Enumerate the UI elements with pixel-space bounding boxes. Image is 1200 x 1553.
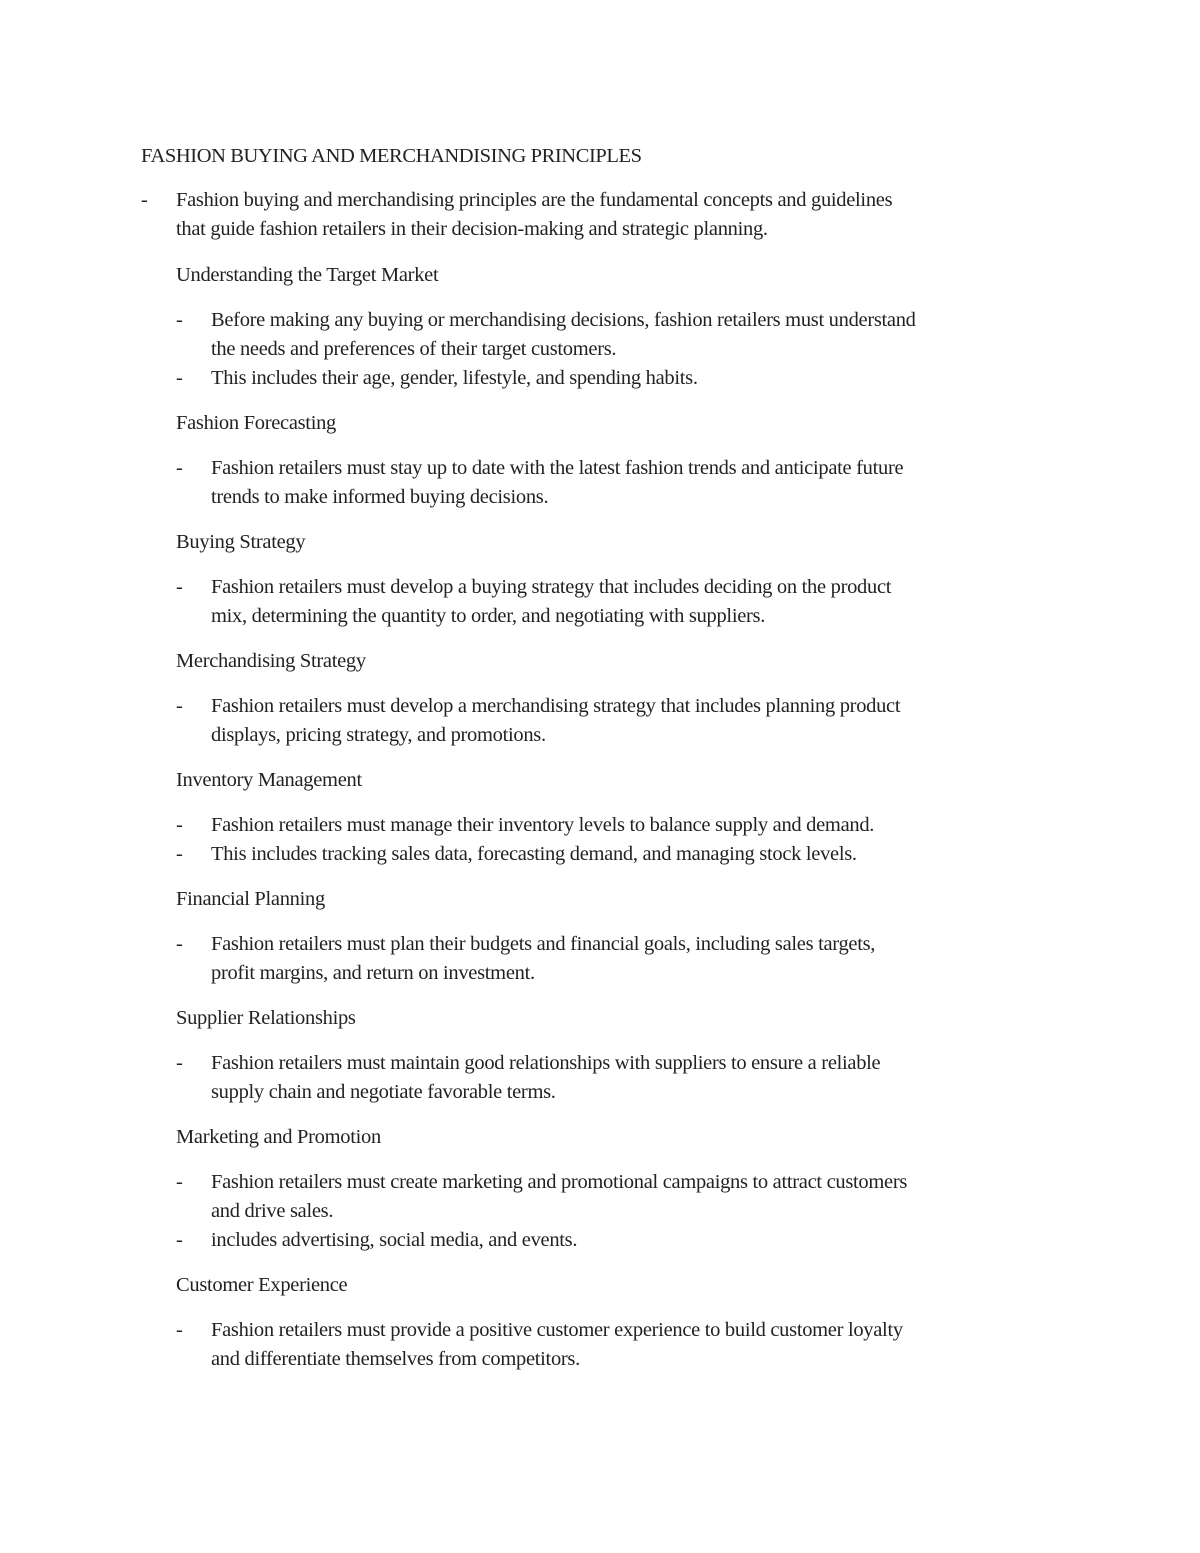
section-heading: Merchandising Strategy <box>176 650 366 672</box>
intro-line: that guide fashion retailers in their decision-making and strategic planning. <box>176 218 768 240</box>
bullet-dash: - <box>176 457 183 479</box>
section-heading: Fashion Forecasting <box>176 412 336 434</box>
list-item-line: Fashion retailers must develop a buying strategy that includes deciding on the product <box>211 576 892 598</box>
list-item-line: and drive sales. <box>211 1200 334 1222</box>
section <box>176 885 1076 988</box>
list-item <box>176 1226 1076 1255</box>
list-item <box>176 692 1076 750</box>
section-heading: Supplier Relationships <box>176 1007 356 1029</box>
list-item <box>176 1049 1076 1107</box>
section <box>176 528 1076 631</box>
document-title: FASHION BUYING AND MERCHANDISING PRINCIPLES <box>141 145 642 167</box>
list-item <box>176 1168 1076 1226</box>
list-item-line: mix, determining the quantity to order, and negotiating with suppliers. <box>211 605 766 627</box>
bullet-list <box>176 1049 1076 1107</box>
list-item-line: Fashion retailers must manage their inventory levels to balance supply and demand. <box>211 814 875 836</box>
intro-paragraph <box>141 186 1061 244</box>
list-item-line: the needs and preferences of their target customers. <box>211 338 617 360</box>
section-heading: Marketing and Promotion <box>176 1126 381 1148</box>
section-heading: Inventory Management <box>176 769 362 791</box>
section <box>176 261 1076 393</box>
list-item <box>176 840 1076 869</box>
list-item-line: Fashion retailers must stay up to date with the latest fashion trends and anticipate future <box>211 457 904 479</box>
list-item-line: Fashion retailers must provide a positive customer experience to build customer loyalty <box>211 1319 903 1341</box>
list-item-line: Fashion retailers must develop a merchandising strategy that includes planning product <box>211 695 901 717</box>
bullet-dash: - <box>176 576 183 598</box>
bullet-list <box>176 454 1076 512</box>
bullet-dash: - <box>176 1052 183 1074</box>
list-item-line: This includes tracking sales data, forecasting demand, and managing stock levels. <box>211 843 857 865</box>
bullet-list <box>176 811 1076 869</box>
list-item <box>176 306 1076 364</box>
section <box>176 766 1076 869</box>
bullet-dash: - <box>176 814 183 836</box>
section-heading: Customer Experience <box>176 1274 348 1296</box>
list-item <box>176 364 1076 393</box>
section <box>176 1004 1076 1107</box>
list-item <box>176 930 1076 988</box>
list-item-line: Fashion retailers must create marketing and promotional campaigns to attract customers <box>211 1171 908 1193</box>
list-item <box>176 1316 1076 1374</box>
list-item-line: Fashion retailers must plan their budgets and financial goals, including sales targets, <box>211 933 876 955</box>
bullet-list <box>176 573 1076 631</box>
section <box>176 1271 1076 1374</box>
bullet-list <box>176 306 1076 393</box>
list-item-line: This includes their age, gender, lifestyle, and spending habits. <box>211 367 698 389</box>
bullet-dash: - <box>176 1319 183 1341</box>
list-item-line: trends to make informed buying decisions. <box>211 486 549 508</box>
bullet-list <box>176 1168 1076 1255</box>
list-item-line: includes advertising, social media, and events. <box>211 1229 578 1251</box>
bullet-list <box>176 692 1076 750</box>
bullet-dash: - <box>176 1229 183 1251</box>
section <box>176 647 1076 750</box>
section-heading: Financial Planning <box>176 888 325 910</box>
list-item-line: displays, pricing strategy, and promotions. <box>211 724 546 746</box>
bullet-dash: - <box>141 189 148 211</box>
list-item <box>176 811 1076 840</box>
bullet-dash: - <box>176 309 183 331</box>
list-item-line: and differentiate themselves from competitors. <box>211 1348 580 1370</box>
section <box>176 409 1076 512</box>
bullet-dash: - <box>176 695 183 717</box>
bullet-dash: - <box>176 933 183 955</box>
list-item <box>176 573 1076 631</box>
list-item-line: profit margins, and return on investment. <box>211 962 535 984</box>
list-item-line: Fashion retailers must maintain good relationships with suppliers to ensure a reliable <box>211 1052 881 1074</box>
bullet-dash: - <box>176 367 183 389</box>
bullet-list <box>176 1316 1076 1374</box>
section <box>176 1123 1076 1255</box>
list-item-line: supply chain and negotiate favorable terms. <box>211 1081 556 1103</box>
bullet-dash: - <box>176 843 183 865</box>
section-heading: Understanding the Target Market <box>176 264 439 286</box>
bullet-list <box>176 930 1076 988</box>
list-item-line: Before making any buying or merchandising decisions, fashion retailers must understand <box>211 309 916 331</box>
bullet-dash: - <box>176 1171 183 1193</box>
sections-list <box>176 261 1076 1390</box>
intro-line: Fashion buying and merchandising principles are the fundamental concepts and guidelines <box>176 189 893 211</box>
section-heading: Buying Strategy <box>176 531 306 553</box>
list-item <box>176 454 1076 512</box>
